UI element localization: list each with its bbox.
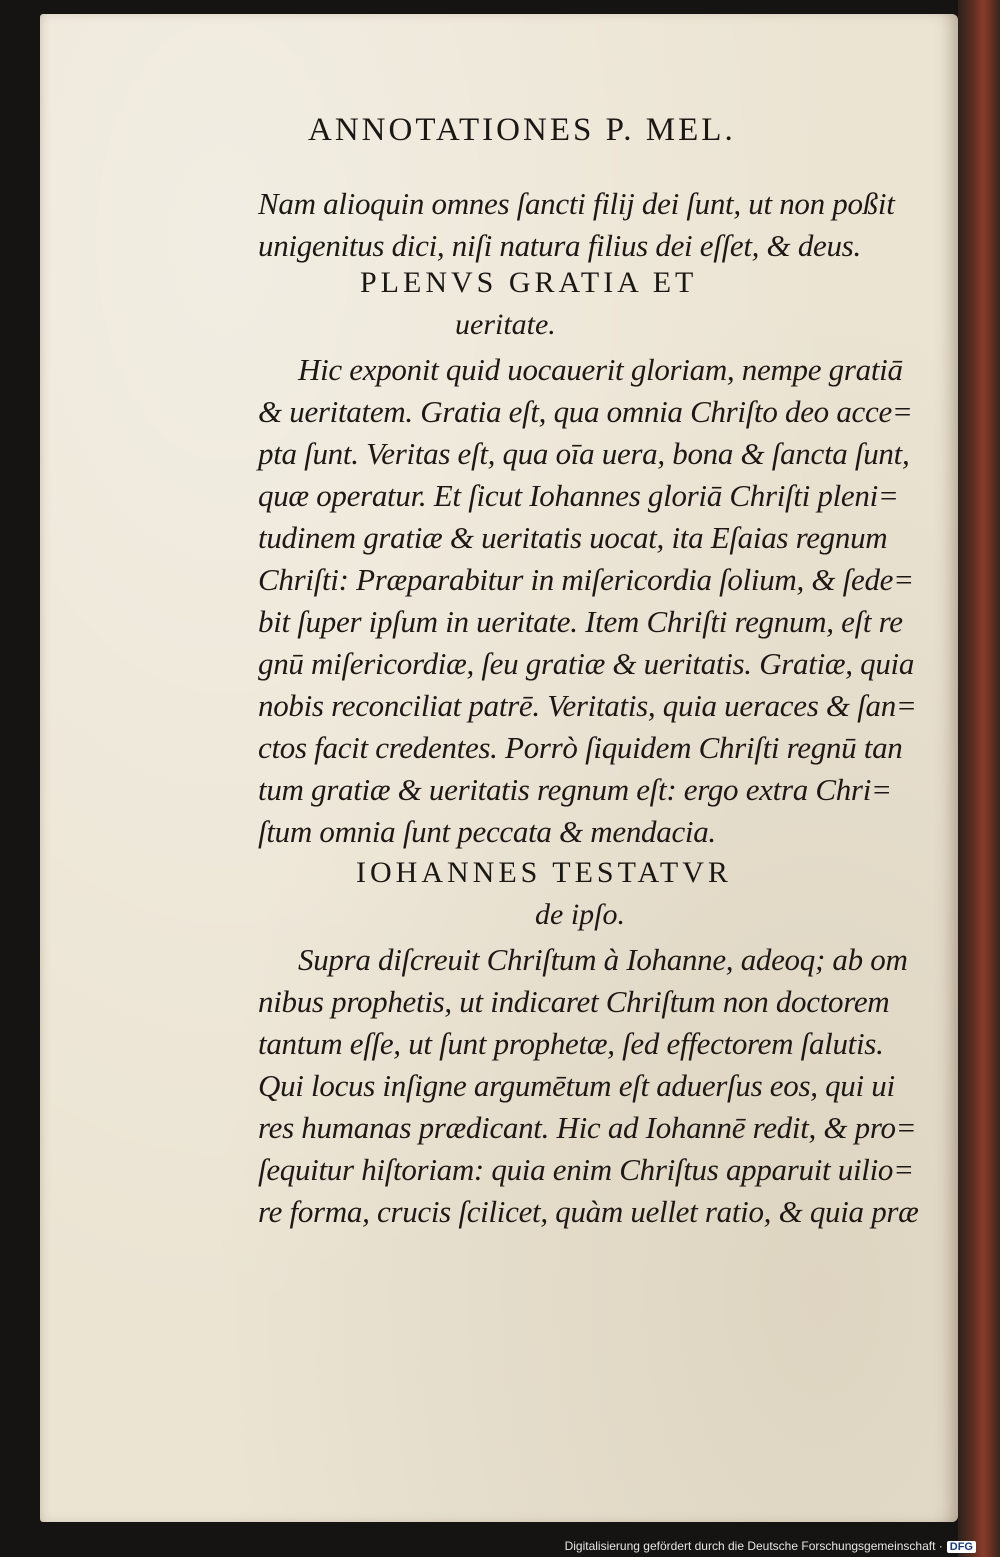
text-line: tudinem gratiæ & ueritatis uocat, ita Eſaias regnum (258, 520, 888, 555)
text-line: pta ſunt. Veritas eſt, qua oīa uera, bona & ſancta ſunt, (258, 436, 910, 471)
text-line: ſtum omnia ſunt peccata & mendacia. (258, 814, 716, 849)
section-heading: PLENVS GRATIA ET (360, 266, 698, 299)
text-line: ctos facit credentes. Porrò ſiquidem Chriſti regnū tan (258, 730, 903, 765)
text-line: tantum eſſe, ut ſunt prophetæ, ſed effectorem ſalutis. (258, 1026, 884, 1061)
section-subheading: ueritate. (455, 308, 556, 341)
text-line: Nam alioquin omnes ſancti filij dei ſunt, ut non poßit (258, 186, 895, 221)
text-line: unigenitus dici, niſi natura filius dei eſſet, & deus. (258, 228, 861, 263)
book-spine (958, 0, 1000, 1557)
text-line: gnū miſericordiæ, ſeu gratiæ & ueritatis. Gratiæ, quia (258, 646, 915, 681)
section-subheading: de ipſo. (535, 898, 625, 931)
digitization-credit (565, 1539, 976, 1553)
text-line: quæ operatur. Et ſicut Iohannes gloriā Chriſti pleni= (258, 478, 899, 513)
running-head: ANNOTATIONES P. MEL. (308, 112, 736, 148)
text-line: bit ſuper ipſum in ueritate. Item Chriſti regnum, eſt re (258, 604, 903, 639)
credit-text: Digitalisierung gefördert durch die Deutsche Forschungsgemeinschaft · (564, 1539, 943, 1553)
text-line: nobis reconciliat patrē. Veritatis, quia ueraces & ſan= (258, 688, 917, 723)
dfg-logo-icon: DFG (947, 1541, 976, 1553)
section-heading: IOHANNES TESTATVR (356, 856, 732, 889)
text-line: Hic exponit quid uocauerit gloriam, nempe gratiā (298, 352, 903, 387)
text-line: tum gratiæ & ueritatis regnum eſt: ergo extra Chri= (258, 772, 892, 807)
text-line: ſequitur hiſtoriam: quia enim Chriſtus apparuit uilio= (258, 1152, 914, 1187)
text-line: Chriſti: Præparabitur in miſericordia ſolium, & ſede= (258, 562, 914, 597)
text-line: Qui locus inſigne argumētum eſt aduerſus eos, qui ui (258, 1068, 895, 1103)
text-line: res humanas prædicant. Hic ad Iohannē redit, & pro= (258, 1110, 917, 1145)
text-line: re forma, crucis ſcilicet, quàm uellet ratio, & quia præ (258, 1194, 919, 1229)
text-line: & ueritatem. Gratia eſt, qua omnia Chriſto deo acce= (258, 394, 913, 429)
text-line: nibus prophetis, ut indicaret Chriſtum non doctorem (258, 984, 890, 1019)
text-line: Supra diſcreuit Chriſtum à Iohanne, adeoq; ab om (298, 942, 908, 977)
